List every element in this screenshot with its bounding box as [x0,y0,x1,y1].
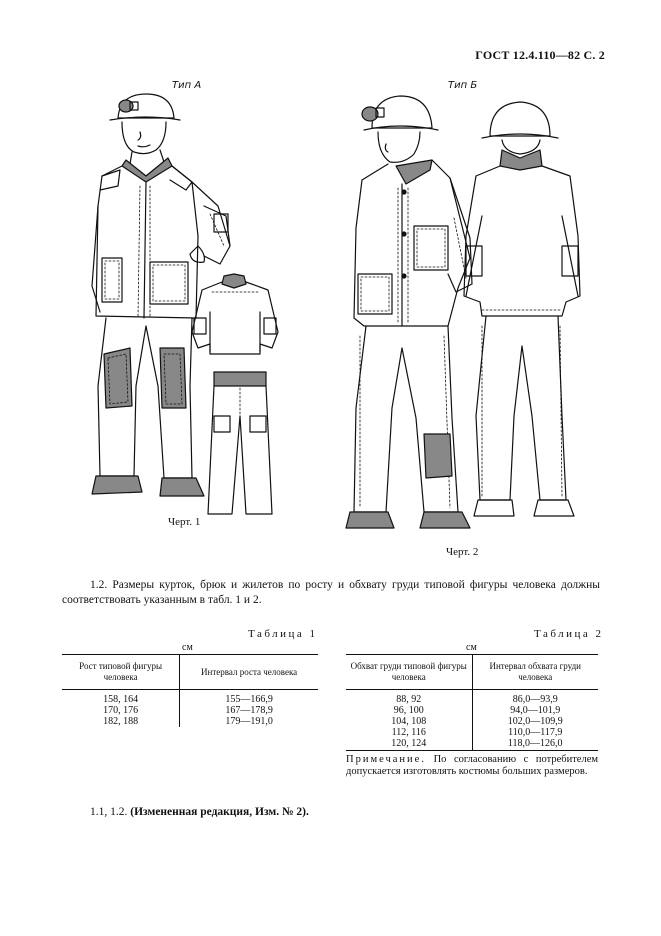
table1-cell: 182, 188 [103,716,139,727]
table1-cell: 179—191,0 [180,716,318,727]
table1-header-height-interval: Интервал роста человека [180,655,318,690]
table2-cell: 88, 92 [396,694,422,705]
table2-unit: см [466,642,477,653]
amendment-text: (Измененная редакция, Изм. № 2). [130,806,309,818]
table2-cell: 86,0—93,9 [472,690,598,706]
table1 [62,654,318,727]
table1-caption: Таблица 1 [248,628,318,640]
table2-cell: 120, 124 [346,738,472,751]
note-label: Примечание. [346,754,426,765]
table1-cell: 158, 164 [103,694,139,705]
table-row [62,705,318,716]
table2-cell: 94,0—101,9 [472,705,598,716]
section-1-2-paragraph: 1.2. Размеры курток, брюк и жилетов по росту и обхвату груди типовой фигуры человека должны соответствовать указанным в табл. 1 и 2. [62,579,600,606]
table2-header-chest: Обхват груди типовой фигуры человека [346,655,472,690]
table2-cell: 102,0—109,9 [472,716,598,727]
page-header: ГОСТ 12.4.110—82 С. 2 [475,48,605,62]
table-row [346,690,598,706]
figure2-worker-back-illustration [462,96,592,518]
figure2-type-label: Тип Б [448,80,478,91]
note-text: По согласованию с потребителем допускается изготовлять костюмы больших размеров. [346,754,598,777]
table1-header-height: Рост типовой фигуры человека [62,655,180,690]
table2-header-chest-interval: Интервал обхвата груди человека [472,655,598,690]
figure1-jacket-back-view [188,272,280,356]
table1-cell: 170, 176 [103,705,139,716]
figure2-worker-front-illustration [340,88,480,528]
table2-cell: 118,0—126,0 [472,738,598,751]
figure1-trousers-back-view [204,368,276,518]
table-row [62,690,318,706]
table2-cell: 110,0—117,9 [472,727,598,738]
table-row [346,727,598,738]
figure1-type-label: Тип А [172,80,202,91]
table-row [346,716,598,727]
figure2-caption: Черт. 2 [446,546,479,558]
table2-cell: 112, 116 [391,727,426,738]
table2-cell: 96, 100 [393,705,424,716]
amendment-prefix: 1.1, 1.2. [90,806,131,818]
figure1-caption: Черт. 1 [168,516,201,528]
table-row [62,716,318,727]
table2 [346,654,598,751]
table-row [346,705,598,716]
table2-note [346,754,598,778]
table2-caption: Таблица 2 [534,628,604,640]
table1-cell: 155—166,9 [180,690,318,706]
amendment-line [90,806,309,818]
table1-unit: см [182,642,193,653]
table2-cell: 104, 108 [391,716,427,727]
table-row [346,738,598,751]
table1-cell: 167—178,9 [180,705,318,716]
